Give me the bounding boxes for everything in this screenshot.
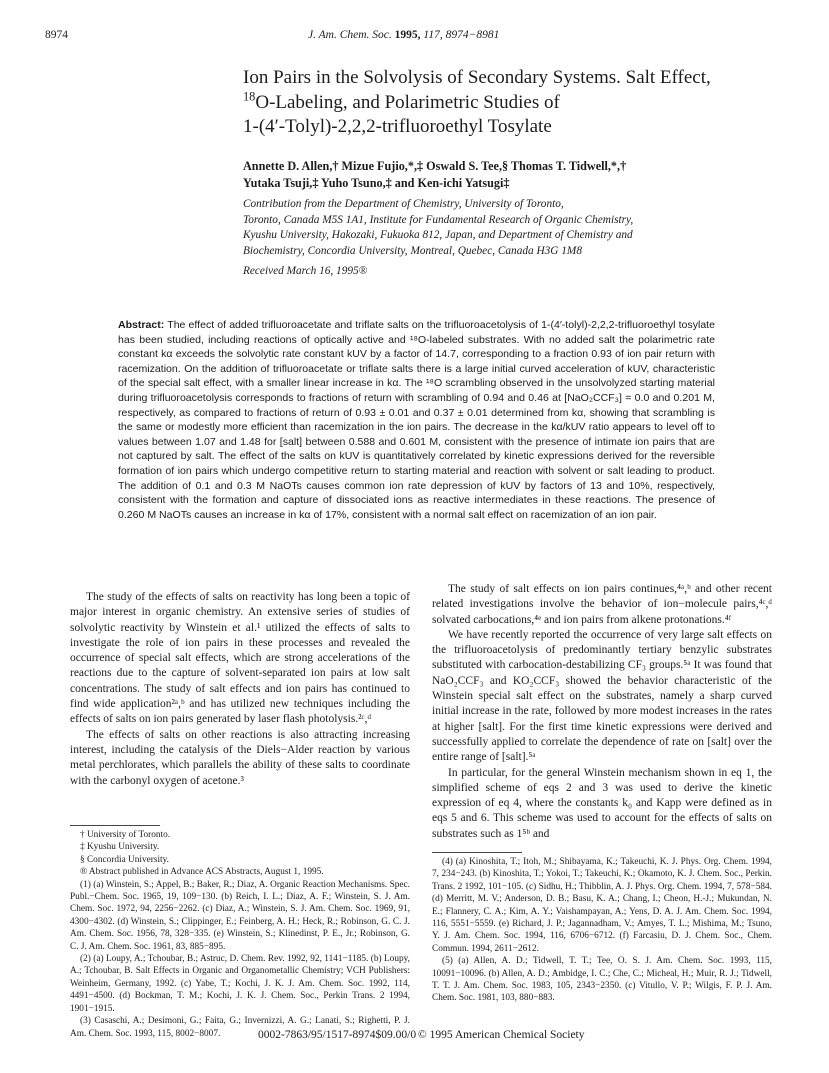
body-paragraph: The study of salt effects on ion pairs continues,⁴ᵃ,ᵇ and other recent related investigations involve the behavior of ion−molecule pairs,⁴ᶜ,ᵈ solvated carbocations,⁴ᵉ and ion pairs from alkene protonations.⁴ᶠ bbox=[432, 583, 772, 626]
body-paragraph: The study of the effects of salts on reactivity has long been a topic of major interest in organic chemistry. An extensive series of studies of solvolytic reactivity by Winstein et al.¹ utilized the effects of salts to investigate the role of ion pairs in these processes and revealed the occurrence of special salt effects, which are strong accelerations of the reactions due to the capture of solvent-separated ion pairs at low salt concentrations. The study of salt effects and ion pairs has continued to find wide application²ᵃ,ᵇ and has utilized new techniques including the effects of salts on ion pairs generated by laser flash photolysis.²ᶜ,ᵈ bbox=[70, 591, 410, 726]
journal-volume-pages: 117, 8974−8981 bbox=[423, 29, 500, 41]
copyright-notice: © 1995 American Chemical Society bbox=[418, 1029, 585, 1041]
affiliation bbox=[243, 197, 773, 259]
issn-code: 0002-7863/95/1517-8974$09.00/0 bbox=[258, 1029, 417, 1041]
received-date: Received March 16, 1995® bbox=[243, 265, 368, 277]
footnote: (3) Casaschi, A.; Desimoni, G.; Faita, G.; Invernizzi, A. G.; Lanati, S.; Righetti, P. J. Am. Chem. Soc. 1993, 115, 8002−8007. bbox=[70, 1016, 410, 1039]
title-line-3: 1-(4′-Tolyl)-2,2,2-trifluoroethyl Tosylate bbox=[243, 116, 552, 137]
affiliation-line-4: Biochemistry, Concordia University, Montreal, Quebec, Canada H3G 1M8 bbox=[243, 244, 582, 257]
footnotes-left bbox=[70, 829, 410, 1040]
body-column-right bbox=[432, 582, 772, 842]
abstract-text: The effect of added trifluoroacetate and triflate salts on the trifluoroacetolysis of 1-(4′-tolyl)-2,2,2-trifluoroethyl tosylate has been studied, including reactions of optically active and ¹⁸O-labeled substrates. With no added salt the polarimetric rate constant kα exceeds the solvolytic rate constant kUV by a factor of 14.7, corresponding to a fraction 0.93 of ion pair return with racemization. On the addition of trifluoroacetate or triflate salts there is a large initial curved acceleration of kUV, characteristic of the special salt effect, with a smaller linear increase in kα. The ¹⁸O scrambling observed in the unsolvolyzed starting material during trifluoroacetolysis corresponds to fractions of return with scrambling of 0.94 and 0.46 at [NaO₂CCF₃] = 0.0 and 0.201 M, respectively, as compared to fractions of return of 0.93 ± 0.01 and 0.37 ± 0.01 determined from kα, showing that scrambling is the same or modestly more efficient than racemization in the ion pairs. The decrease in the kα/kUV ratio appears to level off to values between 1.07 and 1.48 for [salt] between 0.588 and 0.601 M, consistent with the presence of intimate ion pairs that are not captured by salt. The effect of the salts on kUV is quantitatively correlated by kinetic expressions derived for the reversible formation of ion pairs which undergo competitive return to starting material and reaction with solvent or salt leading to product. The addition of 0.1 and 0.3 M NaOTs causes common ion rate depression of kUV by factors of 13 and 10%, respectively, consistent with the formation and capture of dissociated ions as reactive intermediates in these reactions. The presence of 0.260 M NaOTs causes an increase in kα of 17%, consistent with a normal salt effect on racemization of an ion pair. bbox=[118, 319, 715, 521]
title-line-1: Ion Pairs in the Solvolysis of Secondary Systems. Salt Effect, bbox=[243, 67, 711, 88]
footnote: (5) (a) Allen, A. D.; Tidwell, T. T.; Tee, O. S. J. Am. Chem. Soc. 1993, 115, 10091−10096. (b) Allen, A. D.; Ambidge, I. C.; Che, C.; Micheal, H.; Muir, R. J.; Tidwell, T. T. J. Am. Chem. Soc. 1983, 105, 2343−2350. (c) Vitullo, V. P.; Wilgis, F. P. J. Am. Chem. Soc. 1981, 103, 880−883. bbox=[432, 956, 772, 1004]
journal-year: 1995, bbox=[394, 29, 421, 41]
abstract bbox=[118, 318, 715, 522]
article-title bbox=[243, 66, 798, 140]
body-column-left bbox=[70, 590, 410, 789]
title-line-2 bbox=[243, 91, 798, 116]
affiliation-line-2: Toronto, Canada M5S 1A1, Institute for Fundamental Research of Organic Chemistry, bbox=[243, 213, 634, 226]
title-line-2-text: O-Labeling, and Polarimetric Studies of bbox=[255, 91, 560, 113]
body-paragraph: In particular, for the general Winstein mechanism shown in eq 1, the simplified scheme of eqs 2 and 3 was used to derive the kinetic expression of eq 4, where the constants k₀ and Kapp were defined as in eqs 5 and 6. This scheme was used to account for the effects of salts on substrates such as 1⁵ᵇ and bbox=[432, 766, 772, 840]
footnote: † University of Toronto. bbox=[80, 830, 171, 840]
title-isotope-sup: 18 bbox=[243, 89, 256, 104]
footnote: (2) (a) Loupy, A.; Tchoubar, B.; Astruc, D. Chem. Rev. 1992, 92, 1141−1185. (b) Loupy, A.; Tchoubar, B. Salt Effects in Organic and Organometallic Chemistry; VCH Publishers: Weinheim, Germany, 1992. (c) Yabe, T.; Kochi, J. K. J. Am. Chem. Soc. 1992, 114, 4491−4500. (d) Bockman, T. M.; Kochi, J. K. J. Chem. Soc., Perkin Trans. 2 1994, 1901−1915. bbox=[70, 954, 410, 1014]
footnote: (1) (a) Winstein, S.; Appel, B.; Baker, R.; Diaz, A. Organic Reaction Mechanisms. Spec. Publ.−Chem. Soc. 1965, 19, 109−130. (b) Reich, I. L.; Diaz, A. F.; Winstein, S. J. Am. Chem. Soc. 1972, 94, 2256−2262. (c) Diaz, A.; Winstein, S. J. Am. Chem. Soc. 1969, 91, 4300−4302. (d) Winstein, S.; Clippinger, E.; Feinberg, A. H.; Heck, R.; Robinson, G. C. J. Am. Chem. Soc. 1956, 78, 328−335. (e) Winstein, S.; Klinedinst, P. E., Jr.; Robinson, G. C. J. Am. Chem. Soc. 1961, 83, 885−895. bbox=[70, 879, 410, 952]
footnote: ® Abstract published in Advance ACS Abstracts, August 1, 1995. bbox=[80, 867, 324, 878]
author-list bbox=[243, 158, 788, 192]
body-paragraph: The effects of salts on other reactions is also attracting increasing interest, including the catalysis of the Diels−Alder reaction by various metal perchlorates, which parallels the ability of these salts to coordinate with the carbonyl oxygen of acetone.³ bbox=[70, 728, 410, 787]
footnotes-right bbox=[432, 856, 772, 1005]
footnote: ‡ Kyushu University. bbox=[80, 842, 160, 853]
authors-line-2: Yutaka Tsuji,‡ Yuho Tsuno,‡ and Ken-ichi Yatsugi‡ bbox=[243, 176, 510, 190]
footnote-divider bbox=[432, 852, 522, 853]
page-number: 8974 bbox=[45, 29, 68, 41]
journal-name: J. Am. Chem. Soc. bbox=[308, 29, 392, 41]
footnote: (4) (a) Kinoshita, T.; Itoh, M.; Shibayama, K.; Takeuchi, K. J. Phys. Org. Chem. 1994, 7, 234−243. (b) Kinoshita, T.; Yokoi, T.; Takeuchi, K.; Okamoto, K. J. Chem. Soc., Perkin. Trans. 2 1992, 101−105. (c) Sidhu, H.; Thibblin, A. J. Phys. Org. Chem. 1994, 7, 578−584. (d) Merritt, M. V.; Anderson, D. B.; Basu, K. A.; Chang, I.; Cheon, H.-J.; Mukundan, N. E.; Flannery, C. A.; Kim, A. Y.; Vaishampayan, A.; Yens, D. A. J. Am. Chem. Soc. 1994, 116, 5551−5559. (e) Richard, J. P.; Jagannadham, V.; Amyes, T. L.; Mishima, M.; Tsuno, Y. J. Am. Chem. Soc. 1994, 116, 6706−6712. (f) Farcasiu, D. J. Chem. Soc., Chem. Commun. 1994, 2611−2612. bbox=[432, 857, 772, 954]
affiliation-line-3: Kyushu University, Hakozaki, Fukuoka 812, Japan, and Department of Chemistry and bbox=[243, 229, 633, 242]
authors-line-1: Annette D. Allen,† Mizue Fujio,*,‡ Oswald S. Tee,§ Thomas T. Tidwell,*,† bbox=[243, 159, 627, 173]
abstract-label: Abstract: bbox=[118, 319, 165, 331]
footnote: § Concordia University. bbox=[80, 854, 169, 865]
journal-citation bbox=[308, 29, 499, 41]
footnote-divider bbox=[70, 825, 160, 826]
body-paragraph: We have recently reported the occurrence of very large salt effects on the trifluoroacetolysis of predominantly tertiary benzylic substrates substituted with carbocation-destabilizing CF₃ groups.⁵ᵃ It was found that NaO₂CCF₃ and KO₂CCF₃ showed the behavior characteristic of the Winstein special salt effect on the substrates, namely a sharp curved initial increase in the rate, followed by more modest increases in the rates at higher [salt]. For the first time kinetic expressions were derived and successfully applied to correlate the dependence of rate on [salt] over the entire range of [salt].⁵ᵃ bbox=[432, 628, 772, 764]
affiliation-line-1: Contribution from the Department of Chemistry, University of Toronto, bbox=[243, 198, 564, 210]
